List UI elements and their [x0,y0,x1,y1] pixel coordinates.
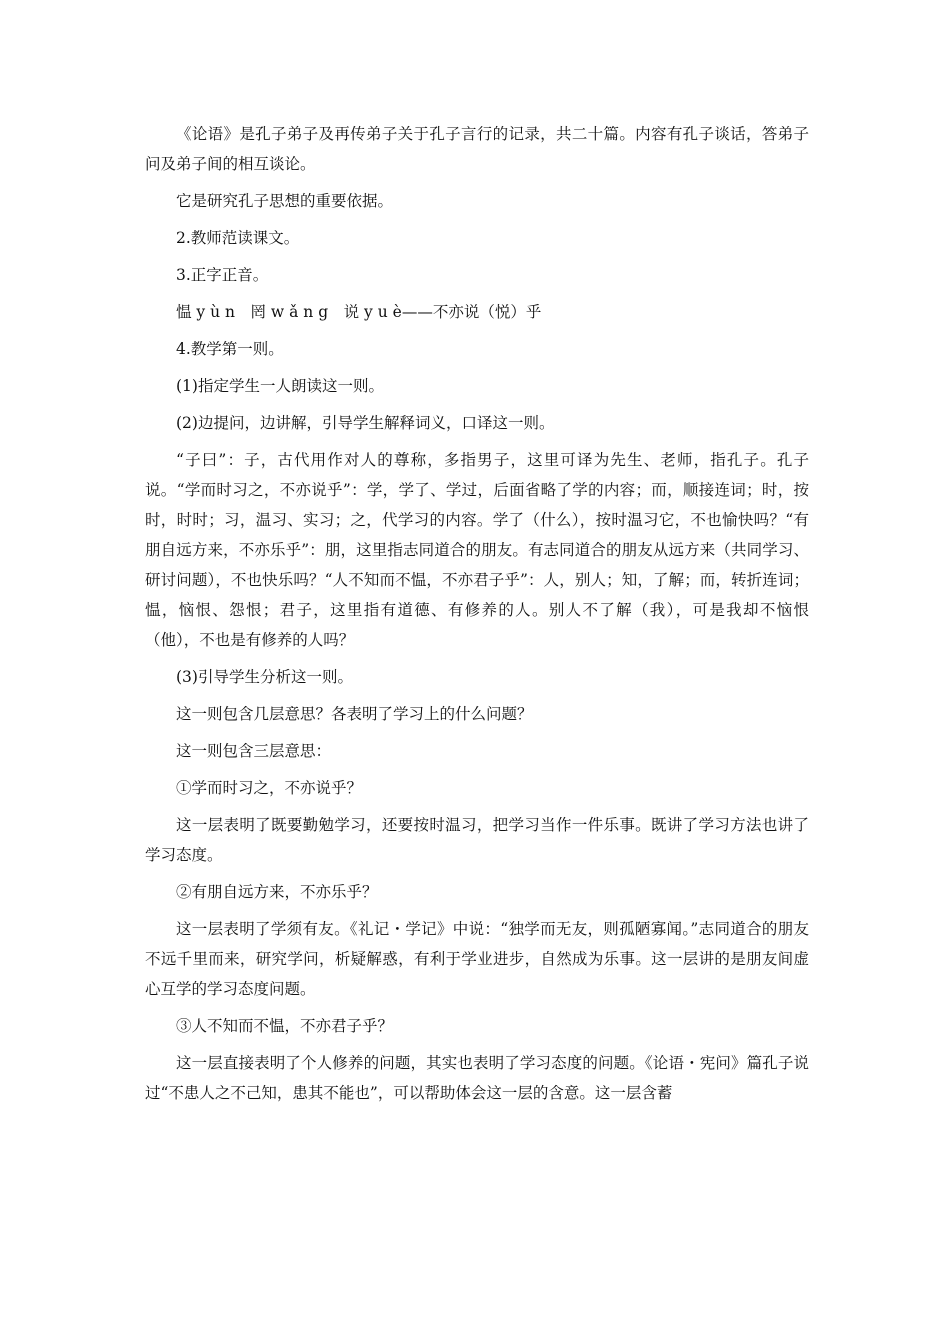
paragraph-layer-2-title: ②有朋自远方来，不亦乐乎？ [176,883,378,901]
paragraph-substep-3: (3)引导学生分析这一则。 [176,668,353,686]
paragraph-layer-1-title: ①学而时习之，不亦说乎？ [176,779,363,797]
paragraph-step-4: 4.教学第一则。 [176,340,284,358]
paragraph-substep-1: (1)指定学生一人朗读这一则。 [176,377,384,395]
paragraph-layer-3-text: 这一层直接表明了个人修养的问题，其实也表明了学习态度的问题。《论语・宪问》篇孔子说过“不患人之不己知，患其不能也”，可以帮助体会这一层的含意。这一层含蓄 [145,1054,809,1102]
paragraph-layer-1-text: 这一层表明了既要勤勉学习，还要按时温习，把学习当作一件乐事。既讲了学习方法也讲了学习态度。 [145,816,809,864]
document-body [145,119,809,1115]
paragraph-layer-3-title: ③人不知而不愠，不亦君子乎？ [176,1017,394,1035]
paragraph-question: 这一则包含几层意思？各表明了学习上的什么问题？ [176,705,533,723]
paragraph-intro: 《论语》是孔子弟子及再传弟子关于孔子言行的记录，共二十篇。内容有孔子谈话，答弟子问及弟子间的相互谈论。 [145,125,809,173]
paragraph-basis: 它是研究孔子思想的重要依据。 [176,192,394,210]
paragraph-pronunciation: 愠 y ù n 罔 w ǎ n g 说 y u è——不亦说（悦）乎 [176,303,542,321]
paragraph-explanation: “子曰”：子，古代用作对人的尊称，多指男子，这里可译为先生、老师，指孔子。孔子说。“学而时习之，不亦说乎”：学，学了、学过，后面省略了学的内容；而，顺接连词；时，按时，时时；习，温习、实习；之，代学习的内容。学了（什么），按时温习它，不也愉快吗？“有朋自远方来，不亦乐乎”：朋，这里指志同道合的朋友。有志同道合的朋友从远方来（共同学习、研讨问题），不也快乐吗？“人不知而不愠，不亦君子乎”：人，别人；知，了解；而，转折连词；愠，恼恨、怨恨；君子，这里指有道德、有修养的人。别人不了解（我），可是我却不恼恨（他），不也是有修养的人吗？ [145,451,809,649]
paragraph-three-layers: 这一则包含三层意思： [176,742,332,760]
paragraph-layer-2-text: 这一层表明了学须有友。《礼记・学记》中说：“独学而无友，则孤陋寡闻。”志同道合的朋友不远千里而来，研究学问，析疑解惑，有利于学业进步，自然成为乐事。这一层讲的是朋友间虚心互学的学习态度问题。 [145,920,809,998]
paragraph-step-2: 2.教师范读课文。 [176,229,300,247]
paragraph-substep-2: (2)边提问，边讲解，引导学生解释词义，口译这一则。 [176,414,555,432]
paragraph-step-3: 3.正字正音。 [176,266,269,284]
